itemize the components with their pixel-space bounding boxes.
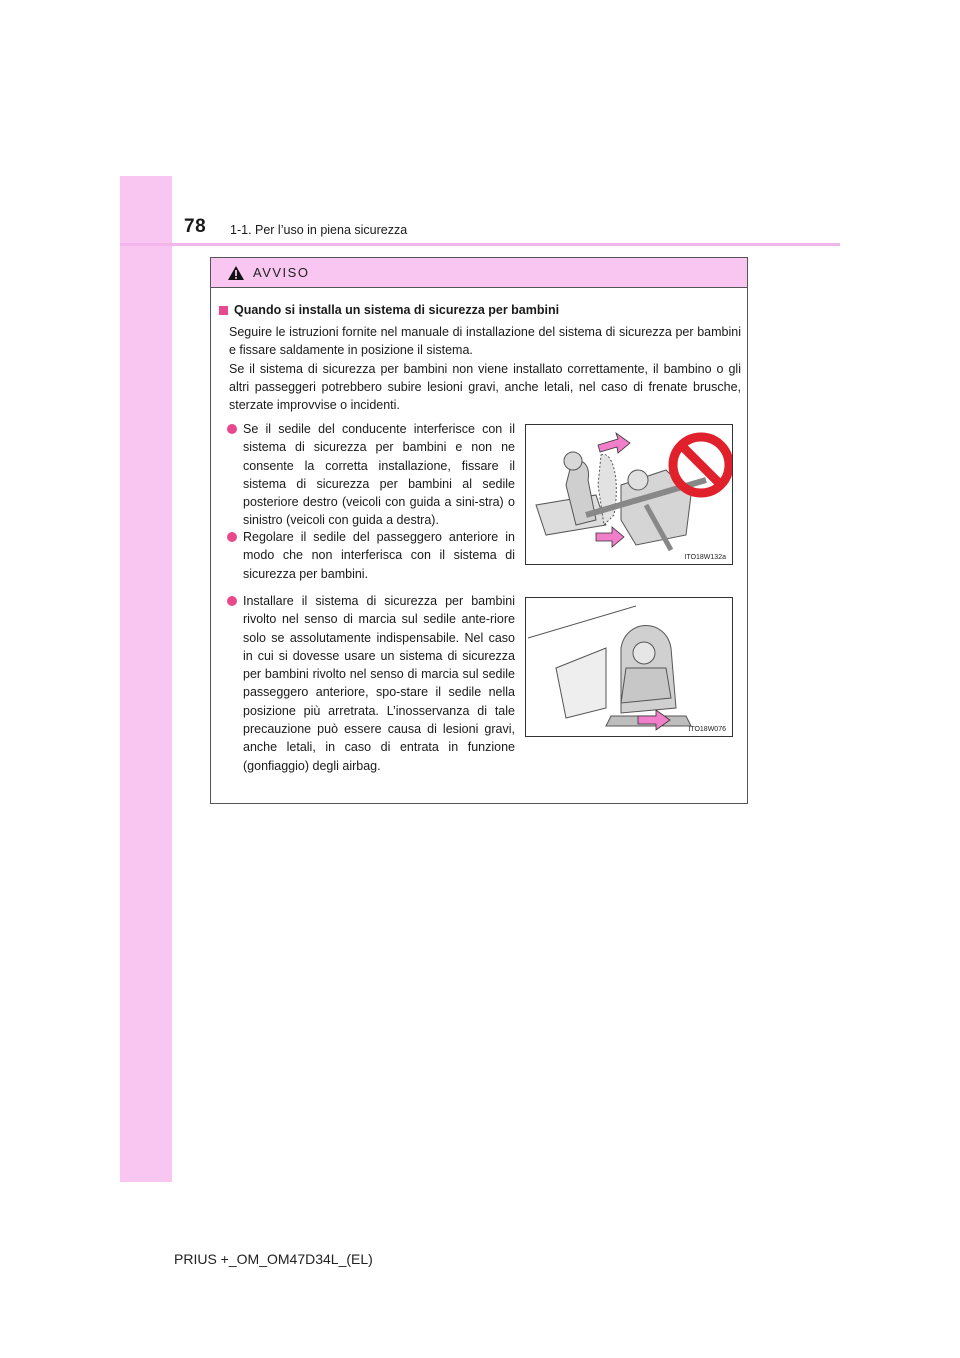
side-tab-band bbox=[120, 176, 172, 1182]
warning-content bbox=[219, 301, 741, 414]
figure-forward-facing-seat bbox=[525, 597, 733, 737]
prohibited-icon bbox=[673, 437, 729, 493]
dot-bullet-icon bbox=[227, 424, 237, 434]
bullet-text-1: Se il sedile del conducente interferisce con il sistema di sicurezza per bambini e non ne consente la corretta installazione, fissare il sistema di sicurezza per bambini al sedile posteriore destro (veicoli con guida a sini-stra) o sinistro (veicoli con guida a destra). bbox=[243, 422, 515, 528]
warning-paragraph-2: Se il sistema di sicurezza per bambini non viene installato correttamente, il bambino o gli altri passeggeri potrebbero subire lesioni gravi, anche letali, nel caso di frenate brusche, sterzate improvvise o incidenti. bbox=[229, 361, 741, 413]
figure-code: ITO18W076 bbox=[688, 726, 726, 733]
warning-box bbox=[210, 257, 748, 804]
bullet-text-3: Installare il sistema di sicurezza per bambini rivolto nel senso di marcia sul sedile ante-riore solo se assolutamente indispensabile. Nel caso in cui si dovesse usare un sistema di sicurezza per bambini rivolto nel senso di marcia sul sedile passeggero anteriore, spo-stare il sedile nella posizione più arretrata. L’inosservanza di tale precauzione può essere causa di lesioni gravi, anche letali, in caso di entrata in funzione (gonfiaggio) degli airbag. bbox=[243, 594, 515, 773]
warning-subheading-text: Quando si installa un sistema di sicurezza per bambini bbox=[234, 303, 560, 317]
dot-bullet-icon bbox=[227, 532, 237, 542]
warning-header bbox=[211, 258, 747, 288]
page-number: 78 bbox=[184, 216, 207, 237]
seat-interference-illustration bbox=[526, 425, 732, 564]
warning-subheading bbox=[219, 301, 741, 319]
warning-triangle-icon bbox=[227, 265, 245, 281]
figure-seat-interference bbox=[525, 424, 733, 565]
forward-facing-seat-illustration bbox=[526, 598, 732, 736]
dot-bullet-icon bbox=[227, 596, 237, 606]
warning-title: AVVISO bbox=[253, 265, 310, 280]
square-bullet-icon bbox=[219, 306, 228, 315]
warning-paragraph-1: Seguire le istruzioni fornite nel manuale di installazione del sistema di sicurezza per bambini e fissare saldamente in posizione il sistema. bbox=[229, 325, 741, 358]
header-divider bbox=[120, 243, 840, 246]
bullet-text-2: Regolare il sedile del passeggero anteriore in modo che non interferisca con il sistema di sicurezza per bambini. bbox=[243, 530, 515, 581]
figure-code: ITO18W132a bbox=[684, 554, 726, 561]
footer-doc-code: PRIUS +_OM_OM47D34L_(EL) bbox=[174, 1251, 373, 1267]
warning-paragraph bbox=[229, 323, 741, 414]
section-title: 1-1. Per l’uso in piena sicurezza bbox=[230, 223, 408, 237]
